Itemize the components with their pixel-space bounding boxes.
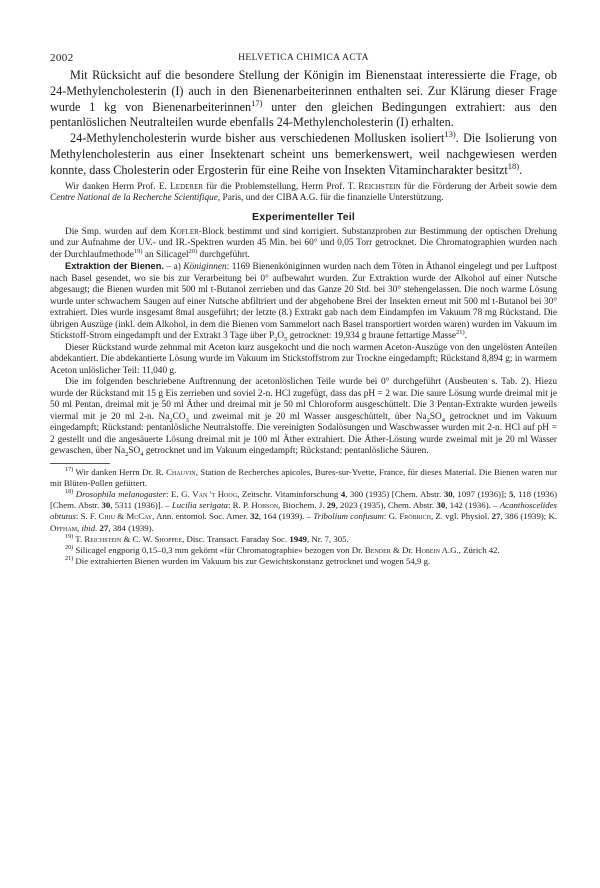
running-header [50,52,557,68]
footnote-18: $^{18)}$ Drosophila melanogaster: E. G. Van 't Hoog, Zeitschr. Vitaminforschung 4, 300 (1935) [Chem. Abstr. 30, 1097 (1936)]; 5, 118 (1936) [Chem. Abstr. 30, 5311 (1936)]. – Lucilia serigata: R. P. Hobson, Biochem. J. 29, 2023 (1935), Chem. Abstr. 30, 142 (1936). – Acanthoscelides obtutus: S. F. Chiu & McCay, Ann. entomol. Soc. Amer. 32, 164 (1939). – Tribolium confusum: G. Fröbrich, Z. vgl. Physiol. 27, 386 (1939); K. Offham, ibid. 27, 384 (1939). [50,488,558,533]
footnote-19: $^{19)}$ T. Reichstein & C. W. Shoppee, Disc. Transact. Faraday Soc. 1949, Nr. 7, 305. [65,533,349,544]
footnote-21: $^{21)}$ Die extrahierten Bienen wurden im Vakuum bis zur Gewichtskonstanz getrocknet und wogen 54,9 g. [65,556,431,567]
paper-page [50,52,557,567]
footnote-ref-17: 17) [251,97,263,108]
footnote-ref-13: 13) [444,129,456,140]
intro-paragraph-1: Mit Rücksicht auf die besondere Stellung der Königin im Bienenstaat interessierte die Frage, ob 24-Methylencholesterin (I) auch in den Bienenarbeiterinnen enthalten sei. Zur Klärung dieser Frage wurde 1 kg von Bienenarbeiterinnen$^{17)}$ unter den gleichen Bedingungen extrahiert: aus den pentanlöslichen Neutralteilen wurde ebenfalls 24-Methylencholesterin (I) erhalten. [50,68,557,130]
footnote-ref-18: 18) [507,160,520,171]
intro-paragraph-2: 24-Methylencholesterin wurde bisher aus verschiedenen Mollusken isoliert$^{13)}$. Die Isolierung von Methylencholesterin aus einer Insektenart scheint uns bemerkenswert, weil nachgewiesen werden konnte, dass Cholesterin oder Ergosterin für eine Reihe von Insekten Vitamincharakter besitzt$^{18)}$. [50,129,557,177]
footnote-divider [50,463,110,464]
acknowledgements: Wir danken Herrn Prof. E. Lederer für die Problemstellung, Herrn Prof. T. Reichstein für die Förderung der Arbeit sowie dem Centre National de la Recherche Scientifique, Paris, und der CIBA A.G. für die finanzielle Unterstützung. [50,181,557,204]
journal-title: HELVETICA CHIMICA ACTA [238,53,369,63]
exp-paragraph-4: Die im folgenden beschriebene Auftrennung der acetonlöslichen Teile wurde bei 0° durchgeführt (Ausbeuten s. Tab. 2). Hiezu wurde der Rückstand mit 15 g Eis zerrieben und soviel 2-n. HCl zugefügt, dass das pH = 2 war. Die saure Lösung wurde dreimal mit je 50 ml Pentan, dreimal mit je 50 ml Äther und dreimal mit je 50 ml Chloroform ausgeschüttelt. Die 3 Pentan-Extrakte wurden jeweils viermal mit je 20 ml 2-n. $Na_2CO_3$ und zweimal mit je 20 ml Wasser ausgeschüttelt, über $Na_2SO_4$ getrocknet und im Vakuum eingedampft; Rückstand: pentanlösliche Neutralstoffe. Die vereinigten Sodalösungen und Waschwasser wurden mit 2-n. HCl auf pH = 2 gestellt und die angesäuerte Lösung dreimal mit je 100 ml Äther extrahiert. Die Äther-Lösung wurde zweimal mit je 20 ml Wasser gewaschen, über $Na_2SO_4$ getrocknet und im Vakuum eingedampft; Rückstand: pentanlösliche Säuren. [50,377,557,458]
exp-paragraph-2: Extraktion der Bienen. – a) Königinnen: 1169 Bienenköniginnen wurden nach dem Töten in Äthanol eingelegt und per Luftpost nach Basel gesendet, wo sie bis zur Verarbeitung bei 0° aufbewahrt wurden. Zur Extraktion wurde der Alkohol auf einer Nutsche abgesaugt; die Bienen wurden mit 500 ml t-Butanol zerrieben und das Ganze 20 Std. bei 30° stehengelassen. Die noch warme Lösung wurde unter schwachem Saugen auf einer Nutsche abfiltriert und der abgehobene Brei der Insekten erneut mit 500 ml t-Butanol bei 30° extrahiert. Dies wurde insgesamt 8mal ausgeführt; der letzte (8.) Extrakt gab nach dem Eindampfen im Vakuum 78 mg Rückstand. Die übrigen Auszüge (inkl. dem Alkohol, in dem die Bienen vom Sammelort nach Basel transportiert worden waren) wurden im Vakuum im Stickstoff-Strom eingedampft und der Extrakt 3 Tage über $P_2O_5$ getrocknet: 19,934 g braune fettartige Masse$^{21)}$. [50,261,557,343]
footnote-20: $^{20)}$ Silicagel engporig 0,15–0,3 mm gekörnt «für Chromatographie» bezogen von Dr. Bender & Dr. Hobein A.G., Zürich 42. [65,545,500,555]
page-number: 2002 [50,52,74,64]
exp-paragraph-3: Dieser Rückstand wurde zehnmal mit Aceton kurz ausgekocht und die noch warmen Aceton-Auszüge von den ungelösten Anteilen abdekantiert. Die abdekantierte Lösung wurde im Vakuum im Stickstoffstrom zur Trockne eingedampft; Rückstand 8,894 g; in warmem Aceton unlöslicher Teil: 11,040 g. [50,342,557,376]
footnote-17: $^{17)}$ Wir danken Herrn Dr. R. Chauvin, Station de Recherches apicoles, Bures-sur-Yvette, France, für dieses Material. Die Bienen waren nur mit Blüten-Pollen gefüttert. [50,466,557,488]
runin-heading: Extraktion der Bienen. [65,261,164,272]
exp-paragraph-1: Die Smp. wurden auf dem Kofler-Block bestimmt und sind korrigiert. Substanzproben zur Bestimmung der optischen Drehung und zur Aufnahme der UV.- und IR.-Spektren wurden 45 Min. bei 60° und 0,05 Torr getrocknet. Die Chromatographien wurden nach der Durchlaufmethode$^{19)}$ an Silicagel$^{20)}$ durchgeführt. [50,226,557,260]
section-heading: Experimenteller Teil [251,210,355,223]
